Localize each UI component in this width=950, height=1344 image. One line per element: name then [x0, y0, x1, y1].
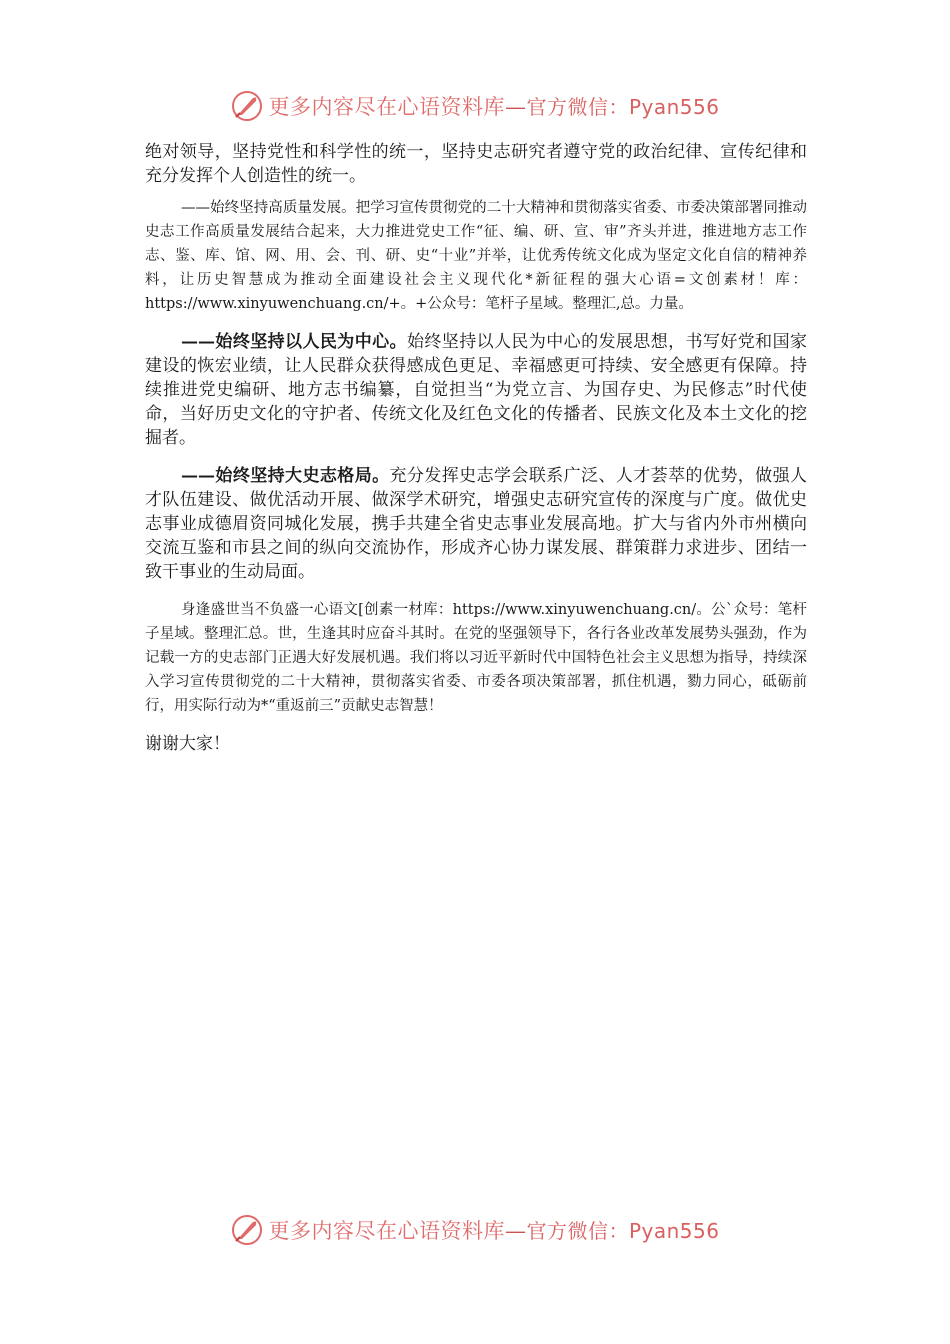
banner-wechat: 官方微信：Pyan556 — [526, 95, 720, 119]
paragraph-4 — [145, 464, 807, 584]
header-banner — [0, 86, 950, 126]
footer-banner — [0, 1210, 950, 1250]
banner-brand: 更多内容尽在心语资料库 — [268, 95, 505, 119]
banner-separator: — — [504, 1219, 527, 1243]
banner-brand: 更多内容尽在心语资料库 — [268, 1219, 505, 1243]
banner-text — [268, 91, 719, 121]
paragraph-3-lead: ——始终坚持以人民为中心。 — [181, 332, 407, 352]
paragraph-3 — [145, 330, 807, 450]
paragraph-1: 绝对领导，坚持党性和科学性的统一，坚持史志研究者遵守党的政治纪律、宣传纪律和充分发挥个人创造性的统一。 — [145, 142, 807, 186]
banner-separator: — — [504, 95, 527, 119]
pen-feather-logo-icon — [230, 1213, 264, 1247]
paragraph-2: ——始终坚持高质量发展。把学习宣传贯彻党的二十大精神和贯彻落实省委、市委决策部署同推动史志工作高质量发展结合起来，大力推进党史工作“征、编、研、宣、审”齐头并进，推进地方志工作志、鉴、库、馆、网、用、会、刊、研、史“十业”并举，让优秀传统文化成为坚定文化自信的精神养料，让历史智慧成为推动全面建设社会主义现代化*新征程的强大心语=文创素材！库：https://www.xinyuwenchuang.cn/+。+公众号：笔杆子星域。整理汇,总。力量。 — [145, 200, 807, 312]
paragraph-4-lead: ——始终坚持大史志格局。 — [181, 466, 390, 486]
paragraph-3-body: 始终坚持以人民为中心的发展思想，书写好党和国家建设的恢宏业绩，让人民群众获得感成色更足、幸福感更可持续、安全感更有保障。持续推进党史编研、地方志书编纂，自觉担当“为党立言、为国存史、为民修志”时代使命，当好历史文化的守护者、传统文化及红色文化的传播者、民族文化及本土文化的挖掘者。 — [145, 332, 808, 448]
banner-wechat: 官方微信：Pyan556 — [526, 1219, 720, 1243]
paragraph-4-body: 充分发挥史志学会联系广泛、人才荟萃的优势，做强人才队伍建设、做优活动开展、做深学术研究，增强史志研究宣传的深度与广度。做优史志事业成德眉资同城化发展，携手共建全省史志事业发展高地。扩大与省内外市州横向交流互鉴和市县之间的纵向交流协作，形成齐心协力谋发展、群策群力求进步、团结一致干事业的生动局面。 — [145, 466, 808, 582]
paragraph-5: 身逢盛世当不负盛一心语文[创素一材库：https://www.xinyuwenchuang.cn/。公`众号：笔杆子星域。整理汇总。世，生逢其时应奋斗其时。在党的坚强领导下，各行各业改革发展势头强劲，作为记载一方的史志部门正遇大好发展机遇。我们将以习近平新时代中国特色社会主义思想为指导，持续深入学习宣传贯彻党的二十大精神，贯彻落实省委、市委各项决策部署，抓住机遇，勠力同心，砥砺前行，用实际行动为*“重返前三”贡献史志智慧！ — [145, 602, 807, 714]
banner-text — [268, 1215, 719, 1245]
document-body — [145, 140, 807, 756]
closing-thanks: 谢谢大家！ — [145, 734, 230, 754]
pen-feather-logo-icon — [230, 89, 264, 123]
